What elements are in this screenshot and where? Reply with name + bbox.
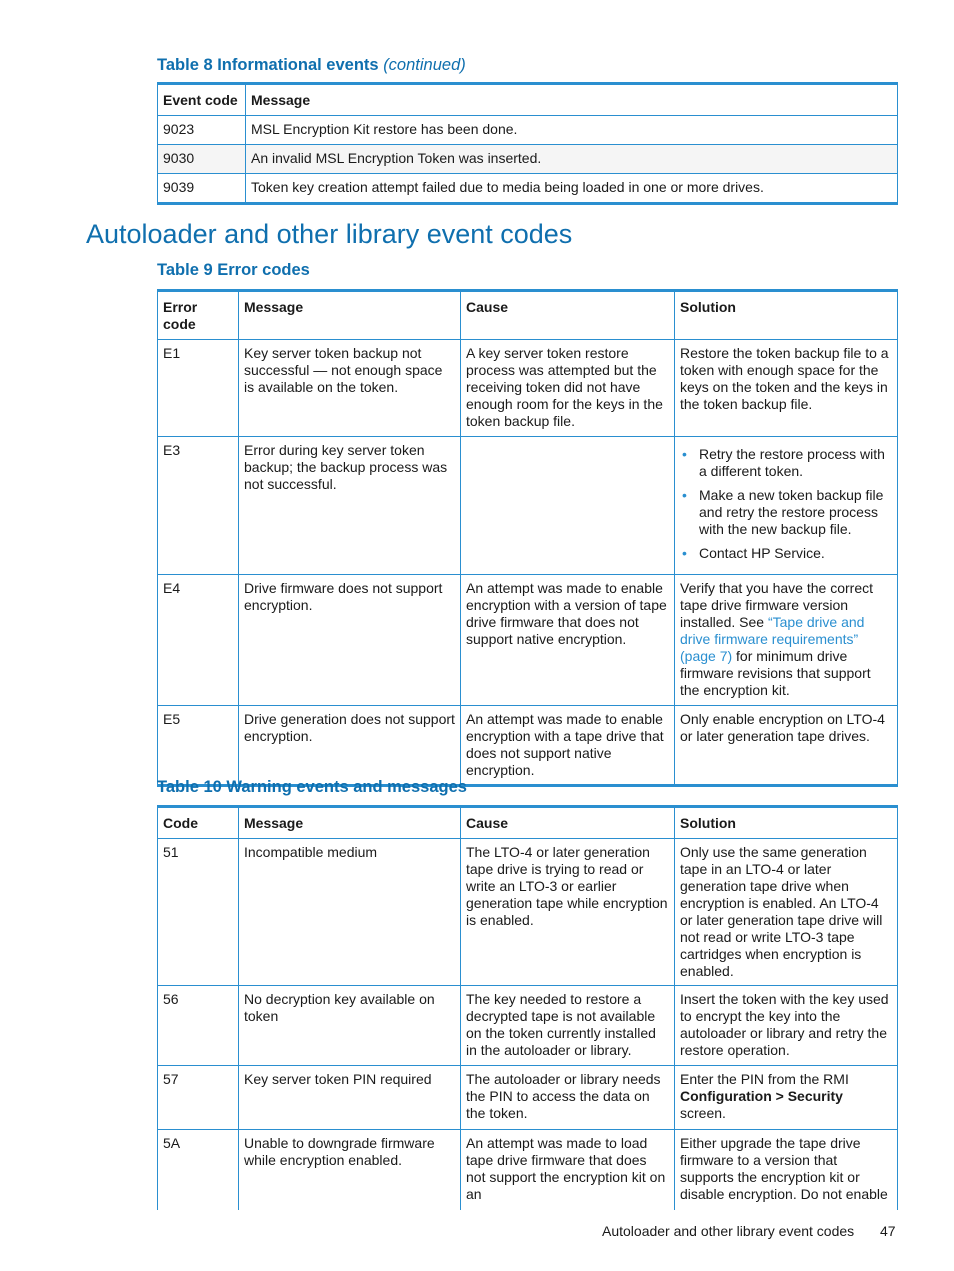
table-row [158,1066,898,1130]
solution-cell: Insert the token with the key used to encrypt the key into the autoloader or library and retry the restore operation. [675,986,898,1066]
table10-header-cause: Cause [461,807,675,839]
message-cell: No decryption key available on token [239,986,461,1066]
table8-header-row [158,84,898,116]
menu-path: Configuration > Security [680,1088,843,1104]
table10-header-row [158,807,898,839]
table-row [158,174,898,204]
solution-cell [675,1066,898,1130]
cause-cell: A key server token restore process was attempted but the receiving token did not have enough room for the keys in the token backup file. [461,340,675,437]
table10-header-code: Code [158,807,239,839]
page-number: 47 [880,1223,896,1239]
table8-caption-text: Table 8 Informational events [157,56,379,74]
table8-caption [157,56,466,75]
cause-cell: An attempt was made to load tape drive firmware that does not support the encryption kit on an [461,1130,675,1210]
code-cell: 5A [158,1130,239,1210]
solution-cell: Only enable encryption on LTO-4 or later generation tape drives. [675,706,898,786]
table8-caption-suffix: (continued) [383,56,466,74]
table8-header-message: Message [246,84,898,116]
code-cell: 51 [158,839,239,986]
firmware-requirements-link[interactable]: “Tape drive and drive firmware requirements” (page 7) [680,614,865,664]
table9-header-message: Message [239,291,461,340]
section-heading: Autoloader and other library event codes [86,219,573,249]
cause-cell: The autoloader or library needs the PIN to access the data on the token. [461,1066,675,1130]
cause-cell: An attempt was made to enable encryption with a version of tape drive firmware that does not support native encryption. [461,575,675,706]
message-cell: Incompatible medium [239,839,461,986]
table10-caption: Table 10 Warning events and messages [157,778,467,796]
table9-header-solution: Solution [675,291,898,340]
solution-cell: Only use the same generation tape in an LTO-4 or later generation tape drive when encryption is enabled. An LTO-4 or later generation tape drive will not read or write LTO-3 tape cartridges when encryption is enabled. [675,839,898,986]
event-code-cell: 9030 [158,145,246,174]
footer-title: Autoloader and other library event codes [602,1223,855,1239]
message-cell: Key server token backup not successful — not enough space is available on the token. [239,340,461,437]
message-cell: Key server token PIN required [239,1066,461,1130]
table-row [158,839,898,986]
table-row [158,706,898,786]
cause-cell: The key needed to restore a decrypted tape is not available on the token currently installed in the autoloader or library. [461,986,675,1066]
table9-header-cause: Cause [461,291,675,340]
solution-cell: Restore the token backup file to a token with enough space for the keys on the token and the keys in the token backup file. [675,340,898,437]
error-code-cell: E1 [158,340,239,437]
table-row [158,986,898,1066]
code-cell: 56 [158,986,239,1066]
solution-text: Enter the PIN from the RMI [680,1071,849,1087]
table-row [158,1130,898,1210]
message-cell: Unable to downgrade firmware while encryption enabled. [239,1130,461,1210]
message-cell: Drive generation does not support encryption. [239,706,461,786]
error-code-cell: E4 [158,575,239,706]
solution-cell [675,437,898,575]
solution-cell: Either upgrade the tape drive firmware to a version that supports the encryption kit or disable encryption. Do not enable [675,1130,898,1210]
table9-caption: Table 9 Error codes [157,261,310,279]
cause-cell [461,437,675,575]
page-footer [602,1223,896,1239]
message-cell: Token key creation attempt failed due to media being loaded in one or more drives. [246,174,898,204]
cause-cell: An attempt was made to enable encryption with a tape drive that does not support native encryption. [461,706,675,786]
code-cell: 57 [158,1066,239,1130]
table-row [158,145,898,174]
solution-text: screen. [680,1105,726,1121]
solution-text: for minimum drive firmware revisions that support the encryption kit. [680,648,871,698]
table10-header-message: Message [239,807,461,839]
message-cell: An invalid MSL Encryption Token was inserted. [246,145,898,174]
solution-bullet: • Make a new token backup file and retry the restore process with the new backup file. [699,487,892,538]
event-code-cell: 9039 [158,174,246,204]
table9-header-row [158,291,898,340]
solution-bullet-list [680,446,892,562]
error-code-cell: E3 [158,437,239,575]
table10-header-solution: Solution [675,807,898,839]
table10 [157,805,898,1210]
event-code-cell: 9023 [158,116,246,145]
table8-header-event-code: Event code [158,84,246,116]
table9-header-error-code: Error code [158,291,239,340]
table-row [158,116,898,145]
solution-text: Verify that you have the correct tape drive firmware version installed. See [680,580,873,630]
error-code-cell: E5 [158,706,239,786]
table8 [157,82,898,205]
table-row [158,340,898,437]
cause-cell: The LTO-4 or later generation tape drive is trying to read or write an LTO-3 or earlier generation tape while encryption is enabled. [461,839,675,986]
table9 [157,289,898,787]
message-cell: MSL Encryption Kit restore has been done. [246,116,898,145]
table-row [158,575,898,706]
message-cell: Drive firmware does not support encryption. [239,575,461,706]
message-cell: Error during key server token backup; the backup process was not successful. [239,437,461,575]
solution-bullet: • Retry the restore process with a different token. [699,446,892,480]
solution-cell [675,575,898,706]
table-row [158,437,898,575]
solution-bullet: • Contact HP Service. [699,545,892,562]
